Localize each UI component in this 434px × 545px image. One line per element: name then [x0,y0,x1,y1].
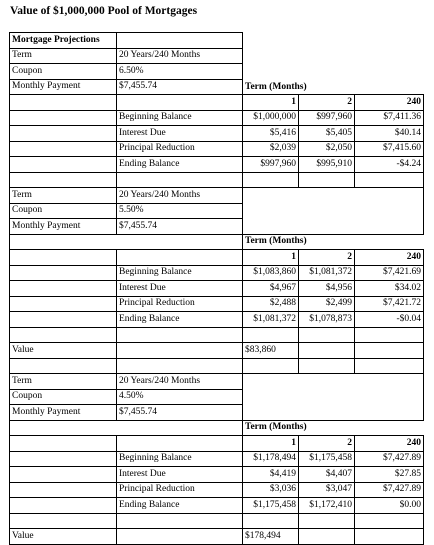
cell-value: $7,411.36 [355,110,424,126]
table-row [10,265,424,281]
table-row [10,64,424,80]
monthly-payment-value: $7,455.74 [117,405,243,421]
month-header: 240 [355,436,424,452]
value-amount: $178,494 [243,529,299,545]
principal-reduction-label: Principal Reduction [117,296,243,312]
table-row [10,250,424,266]
ending-balance-label: Ending Balance [117,157,243,173]
coupon-label: Coupon [10,64,117,80]
cell-value: $2,499 [299,296,355,312]
value-label: Value [10,529,117,545]
term-label: Term [10,374,117,390]
table-row [10,513,424,529]
table-row [10,374,424,390]
cell-value: $7,427.89 [355,482,424,498]
monthly-payment-label: Monthly Payment [10,219,117,235]
cell-value: $1,081,372 [243,312,299,328]
coupon-value: 4.50% [117,389,243,405]
table-row [10,219,424,235]
table-row [10,79,424,95]
month-header: 1 [243,250,299,266]
cell-value: $997,960 [243,157,299,173]
table-row [10,312,424,328]
term-label: Term [10,48,117,64]
table-row [10,110,424,126]
table-row [10,482,424,498]
term-value: 20 Years/240 Months [117,188,243,204]
mortgage-table [9,32,424,545]
cell-value: $3,047 [299,482,355,498]
term-value: 20 Years/240 Months [117,48,243,64]
coupon-value: 6.50% [117,64,243,80]
table-row [10,327,424,343]
cell-value: $2,488 [243,296,299,312]
cell-value: $3,036 [243,482,299,498]
cell-value: $1,178,494 [243,451,299,467]
cell-value: $27.85 [355,467,424,483]
table-row [10,296,424,312]
table-row [10,498,424,514]
interest-due-label: Interest Due [117,126,243,142]
table-row [10,203,424,219]
principal-reduction-label: Principal Reduction [117,141,243,157]
interest-due-label: Interest Due [117,467,243,483]
table-row [10,343,424,359]
table-row [10,157,424,173]
cell-value: $1,078,873 [299,312,355,328]
beginning-balance-label: Beginning Balance [117,451,243,467]
table-row [10,141,424,157]
cell-value: $997,960 [299,110,355,126]
ending-balance-label: Ending Balance [117,312,243,328]
cell-value: $40.14 [355,126,424,142]
cell-value: $5,416 [243,126,299,142]
term-value: 20 Years/240 Months [117,374,243,390]
term-months-header: Term (Months) [243,79,424,95]
projections-header: Mortgage Projections [10,33,117,49]
monthly-payment-label: Monthly Payment [10,79,117,95]
month-header: 240 [355,95,424,111]
table-row [10,188,424,204]
monthly-payment-label: Monthly Payment [10,405,117,421]
page-title: Value of $1,000,000 Pool of Mortgages [10,5,198,17]
month-header: 2 [299,436,355,452]
cell-value: -$0.04 [355,312,424,328]
table-row [10,436,424,452]
month-header: 1 [243,436,299,452]
cell-value: $5,405 [299,126,355,142]
term-months-header: Term (Months) [243,420,424,436]
table-row [10,467,424,483]
cell-value: -$4.24 [355,157,424,173]
cell-value: $1,000,000 [243,110,299,126]
table-row [10,281,424,297]
interest-due-label: Interest Due [117,281,243,297]
table-row [10,126,424,142]
table-row [10,405,424,421]
cell-value: $2,050 [299,141,355,157]
value-amount: $83,860 [243,343,299,359]
cell-value: $7,421.69 [355,265,424,281]
cell-value: $7,427.89 [355,451,424,467]
cell-value: $7,421.72 [355,296,424,312]
month-header: 2 [299,250,355,266]
cell-value: $1,081,372 [299,265,355,281]
table-row [10,172,424,188]
cell-value: $1,175,458 [243,498,299,514]
cell-value: $995,910 [299,157,355,173]
cell-value: $1,175,458 [299,451,355,467]
cell-value: $1,172,410 [299,498,355,514]
cell-value: $0.00 [355,498,424,514]
coupon-label: Coupon [10,389,117,405]
principal-reduction-label: Principal Reduction [117,482,243,498]
month-header: 2 [299,95,355,111]
table-row [10,420,424,436]
cell-value: $4,956 [299,281,355,297]
table-row [10,451,424,467]
term-label: Term [10,188,117,204]
month-header: 240 [355,250,424,266]
month-header: 1 [243,95,299,111]
table-row [10,389,424,405]
cell-value: $1,083,860 [243,265,299,281]
beginning-balance-label: Beginning Balance [117,265,243,281]
cell-value: $4,407 [299,467,355,483]
coupon-label: Coupon [10,203,117,219]
cell-value: $7,415.60 [355,141,424,157]
monthly-payment-value: $7,455.74 [117,219,243,235]
value-label: Value [10,343,117,359]
cell-value: $4,419 [243,467,299,483]
ending-balance-label: Ending Balance [117,498,243,514]
table-row [10,234,424,250]
coupon-value: 5.50% [117,203,243,219]
table-row [10,48,424,64]
cell-value: $34.02 [355,281,424,297]
beginning-balance-label: Beginning Balance [117,110,243,126]
cell-value: $2,039 [243,141,299,157]
term-months-header: Term (Months) [243,234,424,250]
monthly-payment-value: $7,455.74 [117,79,243,95]
table-row [10,95,424,111]
table-row [10,33,424,49]
cell-value: $4,967 [243,281,299,297]
table-row [10,529,424,545]
table-row [10,358,424,374]
